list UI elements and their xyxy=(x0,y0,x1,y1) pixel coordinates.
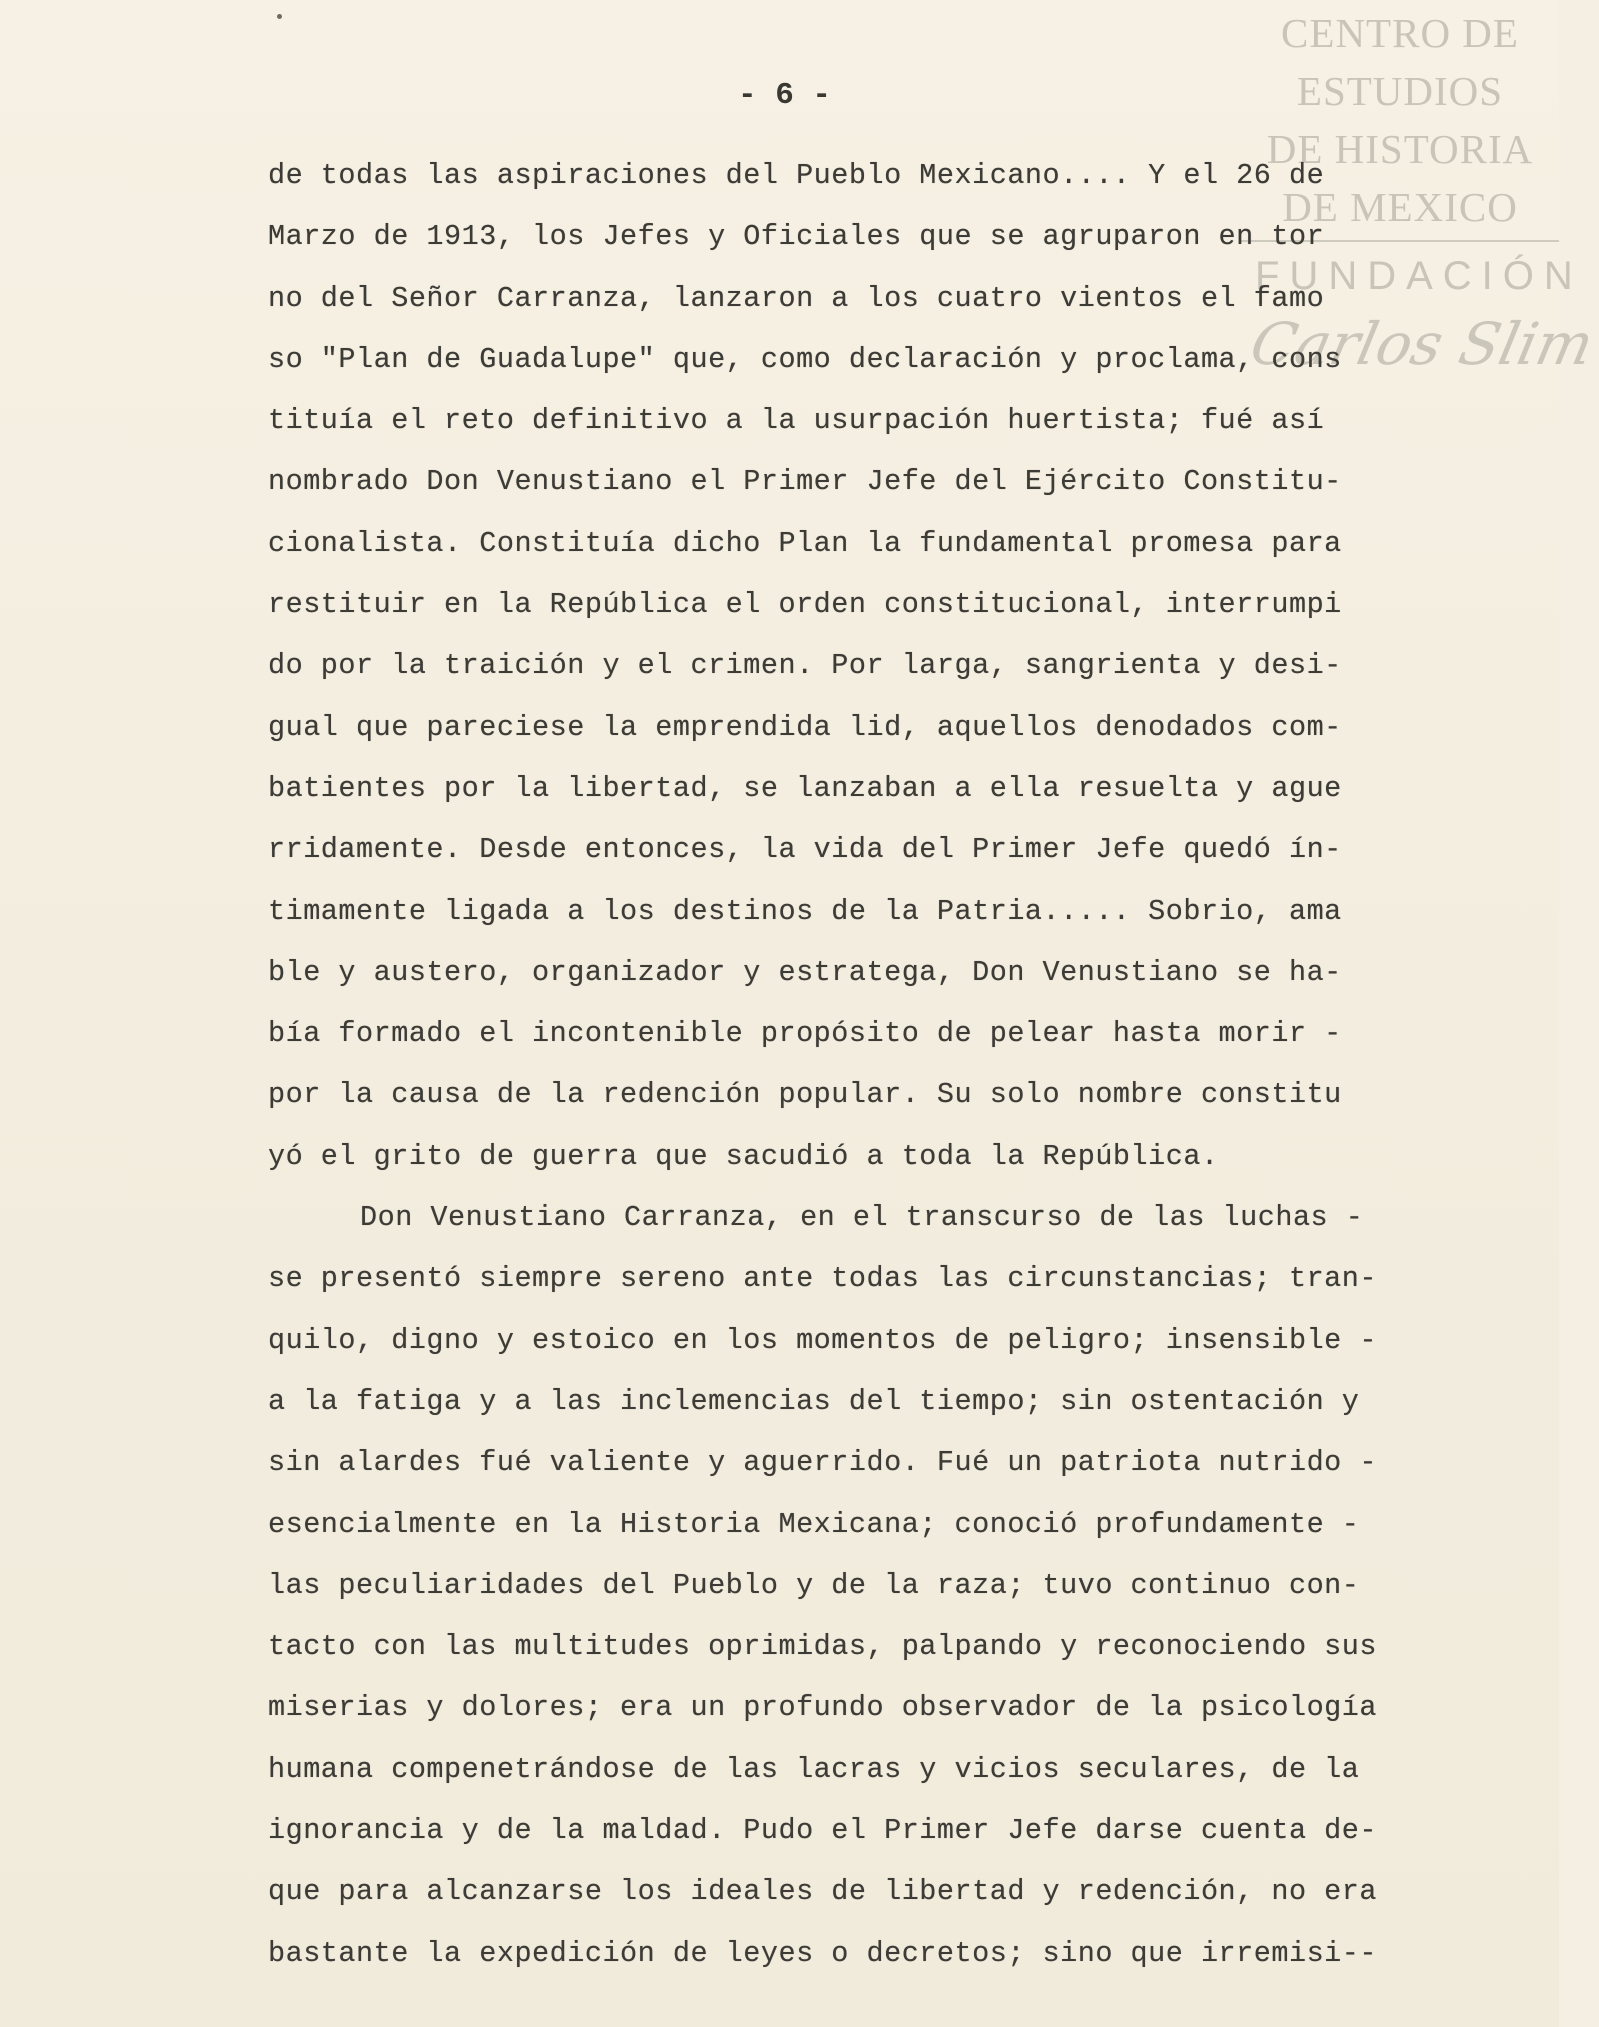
text-line: humana compenetrándose de las lacras y vicios seculares, de la xyxy=(268,1752,1360,1786)
text-line: tacto con las multitudes oprimidas, palpando y reconociendo sus xyxy=(268,1630,1377,1664)
text-line: a la fatiga y a las inclemencias del tiempo; sin ostentación y xyxy=(268,1384,1360,1418)
text-line: cionalista. Constituía dicho Plan la fundamental promesa para xyxy=(268,526,1342,560)
text-line: so "Plan de Guadalupe" que, como declaración y proclama, cons xyxy=(268,342,1342,376)
text-line: yó el grito de guerra que sacudió a toda la República. xyxy=(268,1139,1219,1173)
text-line: que para alcanzarse los ideales de libertad y redención, no era xyxy=(268,1875,1377,1909)
paragraph-start-line: Don Venustiano Carranza, en el transcurso de las luchas - xyxy=(360,1201,1364,1235)
text-line: tituía el reto definitivo a la usurpación huertista; fué así xyxy=(268,404,1325,438)
text-line: sin alardes fué valiente y aguerrido. Fué un patriota nutrido - xyxy=(268,1446,1377,1480)
text-line: quilo, digno y estoico en los momentos de peligro; insensible - xyxy=(268,1323,1377,1357)
text-line: no del Señor Carranza, lanzaron a los cuatro vientos el famo xyxy=(268,281,1325,315)
document-body xyxy=(268,145,1443,1984)
ink-dot xyxy=(277,14,282,19)
page-number: - 6 - xyxy=(737,78,831,113)
text-line: rridamente. Desde entonces, la vida del Primer Jefe quedó ín- xyxy=(268,833,1342,867)
text-line: las peculiaridades del Pueblo y de la raza; tuvo continuo con- xyxy=(268,1568,1360,1602)
watermark-line: DE MEXICO xyxy=(1282,184,1518,230)
text-line: esencialmente en la Historia Mexicana; conoció profundamente - xyxy=(268,1507,1360,1541)
watermark-foundation: FUNDACIÓN xyxy=(1255,254,1583,298)
text-line: se presentó siempre sereno ante todas las circunstancias; tran- xyxy=(268,1262,1377,1296)
watermark-line: ESTUDIOS xyxy=(1296,68,1504,114)
text-line: do por la traición y el crimen. Por larga, sangrienta y desi- xyxy=(268,649,1342,683)
text-line: por la causa de la redención popular. Su solo nombre constitu xyxy=(268,1078,1342,1112)
watermark-signature: Carlos Slim xyxy=(1244,310,1599,378)
text-line: ignorancia y de la maldad. Pudo el Primer Jefe darse cuenta de- xyxy=(268,1814,1377,1848)
text-line: bastante la expedición de leyes o decretos; sino que irremisi-- xyxy=(268,1936,1377,1970)
text-line: gual que pareciese la emprendida lid, aquellos denodados com- xyxy=(268,710,1342,744)
text-line: restituir en la República el orden constitucional, interrumpi xyxy=(268,588,1342,622)
text-line: bía formado el incontenible propósito de pelear hasta morir - xyxy=(268,1017,1342,1051)
text-line: timamente ligada a los destinos de la Patria..... Sobrio, ama xyxy=(268,894,1342,928)
watermark-line: CENTRO DE xyxy=(1281,10,1519,56)
watermark-line: DE HISTORIA xyxy=(1266,126,1534,172)
text-line: nombrado Don Venustiano el Primer Jefe del Ejército Constitu- xyxy=(268,465,1342,499)
text-line: de todas las aspiraciones del Pueblo Mexicano.... Y el 26 de xyxy=(268,159,1325,192)
text-line: Marzo de 1913, los Jefes y Oficiales que se agruparon en tor xyxy=(268,220,1325,254)
text-line: ble y austero, organizador y estratega, Don Venustiano se ha- xyxy=(268,955,1342,989)
text-line: miserias y dolores; era un profundo observador de la psicología xyxy=(268,1691,1377,1725)
text-line: batientes por la libertad, se lanzaban a ella resuelta y ague xyxy=(268,771,1342,805)
